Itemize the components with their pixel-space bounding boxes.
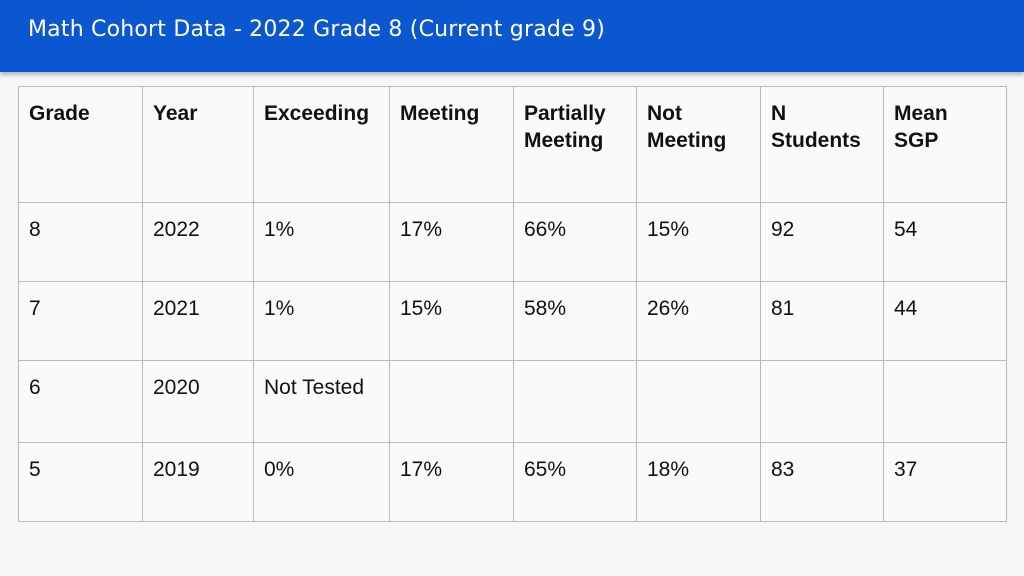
header-mean-sgp: Mean SGP: [884, 87, 1007, 203]
cell-year: 2019: [143, 443, 254, 522]
cell-partially-meeting: [514, 361, 637, 443]
cohort-data-table: [18, 86, 1007, 522]
header-grade: Grade: [19, 87, 143, 203]
cohort-table-container: [18, 86, 1007, 522]
cell-exceeding: Not Tested: [254, 361, 390, 443]
cell-meeting: 17%: [390, 443, 514, 522]
cell-mean-sgp: [884, 361, 1007, 443]
header-meeting: Meeting: [390, 87, 514, 203]
cell-n-students: 92: [761, 203, 884, 282]
header-year: Year: [143, 87, 254, 203]
cell-mean-sgp: 37: [884, 443, 1007, 522]
cell-n-students: 81: [761, 282, 884, 361]
header-n-students: N Students: [761, 87, 884, 203]
table-row: [19, 361, 1007, 443]
cell-not-meeting: [637, 361, 761, 443]
cell-partially-meeting: 58%: [514, 282, 637, 361]
cell-mean-sgp: 44: [884, 282, 1007, 361]
table-row: [19, 443, 1007, 522]
table-row: [19, 282, 1007, 361]
table-header-row: [19, 87, 1007, 203]
cell-grade: 8: [19, 203, 143, 282]
cell-meeting: 17%: [390, 203, 514, 282]
table-row: [19, 203, 1007, 282]
cell-year: 2020: [143, 361, 254, 443]
cell-grade: 5: [19, 443, 143, 522]
cell-partially-meeting: 65%: [514, 443, 637, 522]
cell-not-meeting: 15%: [637, 203, 761, 282]
cell-not-meeting: 26%: [637, 282, 761, 361]
cell-year: 2022: [143, 203, 254, 282]
cell-partially-meeting: 66%: [514, 203, 637, 282]
cell-grade: 6: [19, 361, 143, 443]
cell-exceeding: 1%: [254, 203, 390, 282]
cell-grade: 7: [19, 282, 143, 361]
cell-exceeding: 0%: [254, 443, 390, 522]
cell-n-students: [761, 361, 884, 443]
cell-n-students: 83: [761, 443, 884, 522]
cell-not-meeting: 18%: [637, 443, 761, 522]
slide-title: Math Cohort Data - 2022 Grade 8 (Current grade 9): [28, 17, 605, 42]
title-bar: [0, 0, 1024, 72]
cell-year: 2021: [143, 282, 254, 361]
header-exceeding: Exceeding: [254, 87, 390, 203]
cell-meeting: [390, 361, 514, 443]
cell-meeting: 15%: [390, 282, 514, 361]
cell-mean-sgp: 54: [884, 203, 1007, 282]
header-not-meeting: Not Meeting: [637, 87, 761, 203]
header-partially-meeting: Partially Meeting: [514, 87, 637, 203]
cell-exceeding: 1%: [254, 282, 390, 361]
